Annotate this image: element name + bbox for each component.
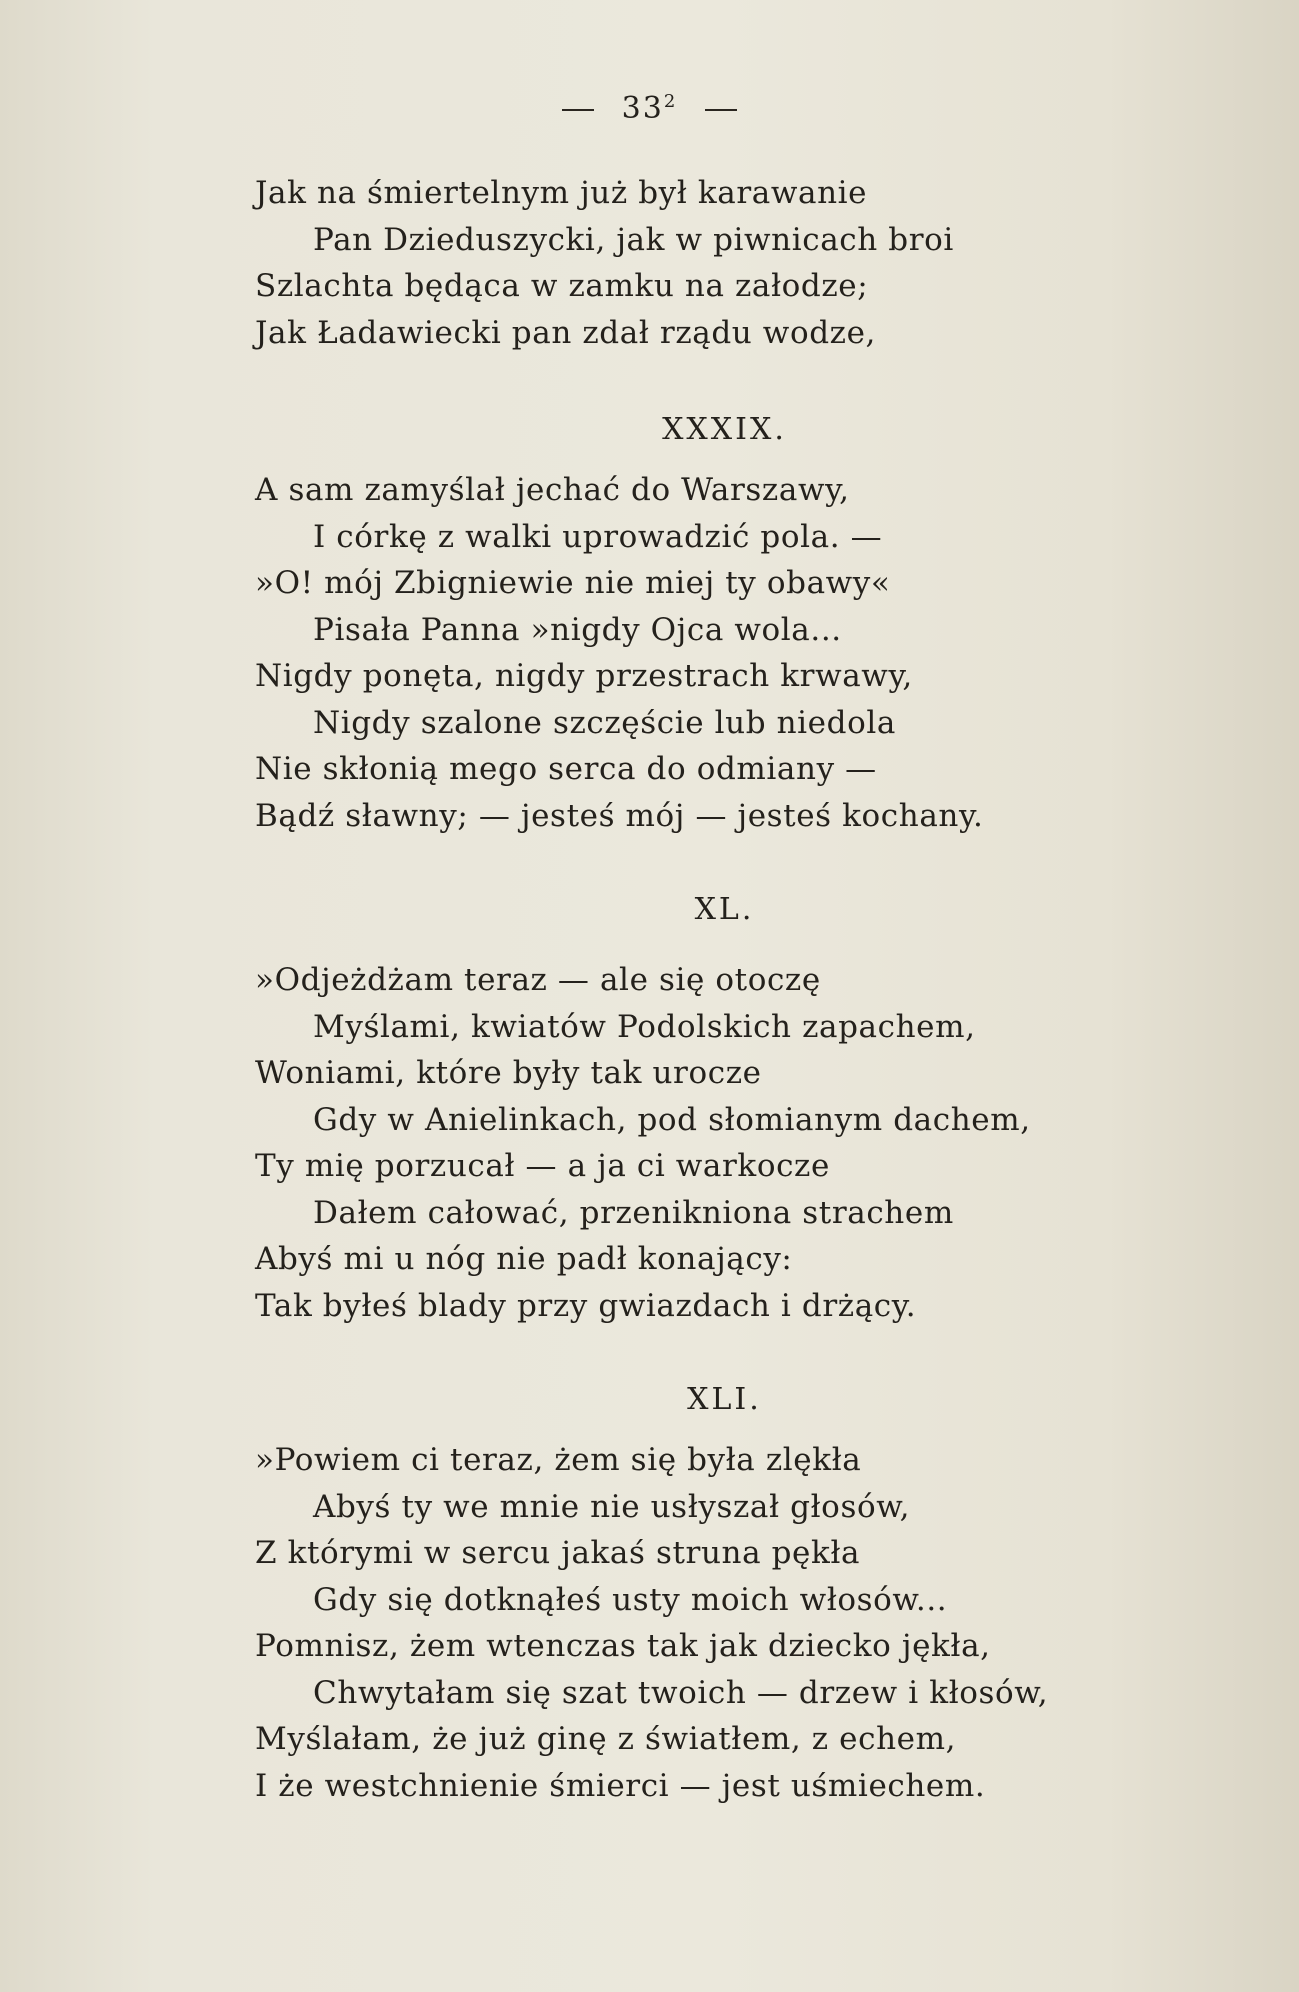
verse-line: Szlachta będąca w zamku na załodze;: [255, 268, 869, 304]
verse-line: Pisała Panna »nigdy Ojca wola...: [313, 611, 842, 648]
verse-line: Myślami, kwiatów Podolskich zapachem,: [313, 1008, 976, 1045]
header-dash-right: [705, 109, 737, 111]
verse-line: »Odjeżdżam teraz — ale się otoczę: [255, 962, 821, 998]
verse-line: Nigdy szalone szczęście lub niedola: [313, 704, 896, 741]
verse-line: Ty mię porzucał — a ja ci warkocze: [255, 1148, 830, 1184]
stanza-heading: XL.: [694, 892, 755, 927]
verse-line: Gdy w Anielinkach, pod słomianym dachem,: [313, 1101, 1031, 1138]
verse-line: Abyś mi u nóg nie padł konający:: [255, 1241, 793, 1277]
header-dash-left: [562, 109, 594, 111]
verse-line: Myślałam, że już ginę z światłem, z echem,: [255, 1721, 957, 1757]
verse-line: Nie skłonią mego serca do odmiany —: [255, 751, 877, 787]
verse-line: »Powiem ci teraz, żem się była zlękła: [255, 1442, 862, 1478]
verse-line: Pan Dzieduszycki, jak w piwnicach broi: [313, 221, 954, 258]
verse-line: »O! mój Zbigniewie nie miej ty obawy«: [255, 565, 891, 601]
page-number: $33^2$: [621, 91, 678, 126]
verse-line: Gdy się dotknąłeś usty moich włosów...: [313, 1581, 948, 1618]
verse-line: Jak na śmiertelnym już był karawanie: [255, 175, 868, 211]
verse-line: Bądź sławny; — jesteś mój — jesteś kochany.: [255, 797, 984, 834]
stanza-xl: [255, 957, 1155, 1329]
verse-line: Pomnisz, żem wtenczas tak jak dziecko jękła,: [255, 1628, 991, 1664]
verse-line: Jak Ładawiecki pan zdał rządu wodze,: [255, 314, 876, 351]
verse-line: I że westchnienie śmierci — jest uśmiechem.: [255, 1767, 986, 1804]
verse-line: Z którymi w sercu jakaś struna pękła: [255, 1535, 861, 1571]
stanza-xxxix: [255, 467, 1155, 839]
verse-line: Abyś ty we mnie nie usłyszał głosów,: [313, 1488, 911, 1525]
stanza-continuation: [255, 170, 1155, 356]
stanza-heading: XXXIX.: [662, 412, 787, 447]
verse-line: Nigdy ponęta, nigdy przestrach krwawy,: [255, 658, 913, 694]
page-header: [0, 82, 1299, 129]
verse-line: I córkę z walki uprowadzić pola. —: [313, 518, 883, 555]
verse-line: A sam zamyślał jechać do Warszawy,: [255, 472, 850, 508]
verse-line: Woniami, które były tak urocze: [255, 1055, 762, 1091]
verse-line: Chwytałam się szat twoich — drzew i kłosów,: [313, 1674, 1049, 1711]
verse-line: Tak byłeś blady przy gwiazdach i drżący.: [255, 1287, 917, 1324]
stanza-heading: XLI.: [687, 1382, 762, 1417]
stanza-xli: [255, 1437, 1155, 1809]
verse-line: Dałem całować, przenikniona strachem: [313, 1194, 954, 1231]
